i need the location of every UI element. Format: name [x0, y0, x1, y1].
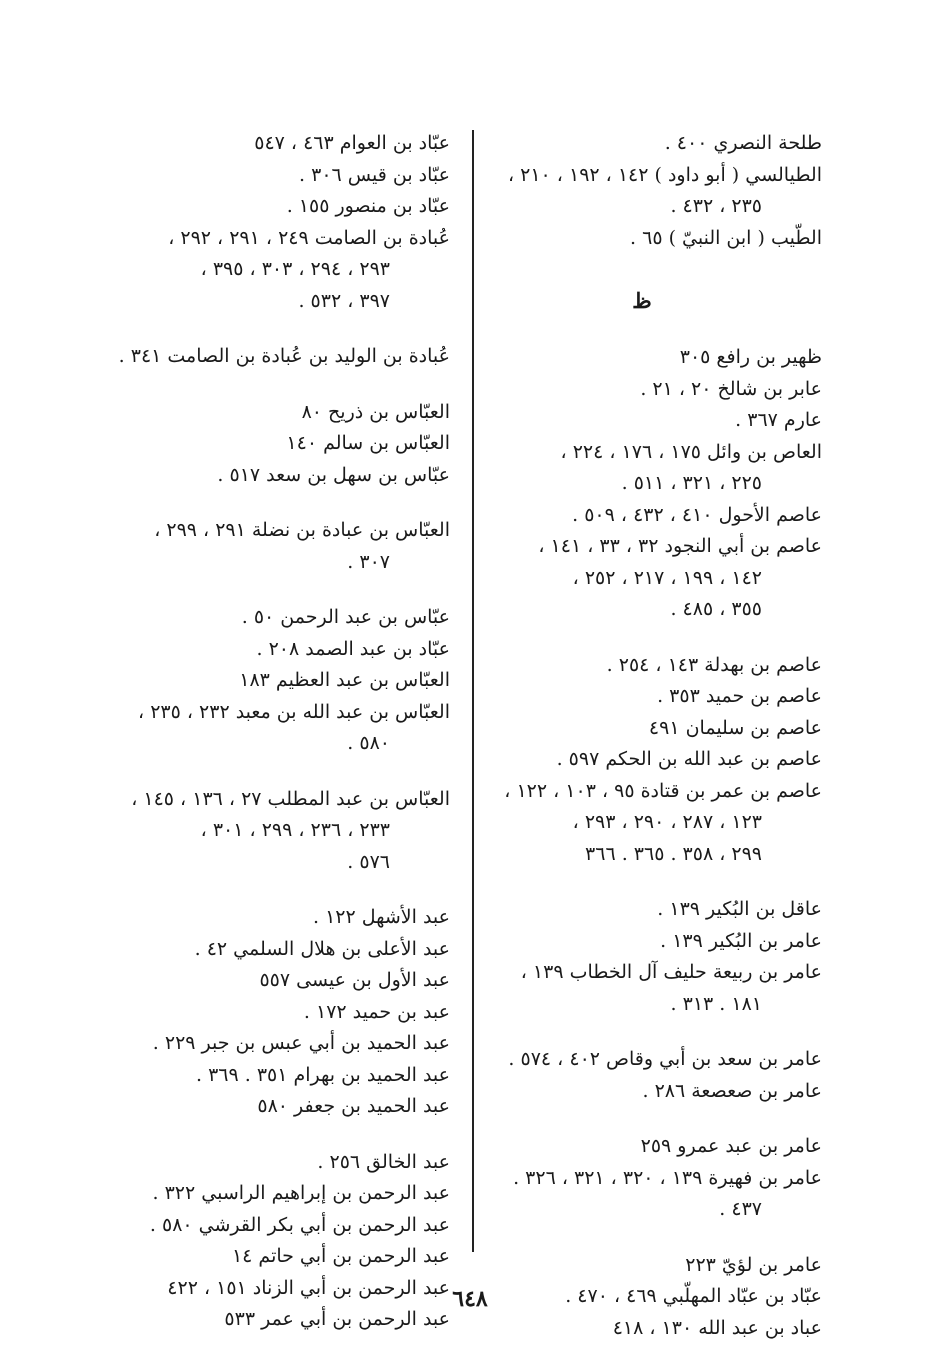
index-entry: عبد الحميد بن جعفر ٥٨٠ — [257, 1095, 450, 1117]
spacer — [474, 1107, 822, 1131]
index-entry: عبّاد بن العوام ٤٦٣ ، ٥٤٧ — [254, 132, 450, 154]
index-entry-continuation: ٢٣٥ ، ٤٣٢ . — [670, 195, 762, 217]
section-letter: ظ — [632, 288, 652, 313]
index-entry: عُبادة بن الوليد بن عُبادة بن الصامت ٣٤١ . — [118, 345, 450, 367]
spacer — [92, 491, 450, 515]
index-entry: العبّاس بن عبد الله بن معبد ٢٣٢ ، ٢٣٥ ، — [138, 700, 450, 723]
index-entry-continuation: ١٢٣ ، ٢٨٧ ، ٢٩٠ ، ٢٩٣ ، — [572, 811, 762, 833]
index-entry: عامر بن صعصعة ٢٨٦ . — [642, 1079, 822, 1102]
index-entry: عبد الرحمن بن أبي بكر القرشي ٥٨٠ . — [149, 1213, 450, 1236]
spacer — [92, 760, 450, 784]
spacer — [92, 317, 450, 341]
index-entry: عبّاس بن عبد الرحمن ٥٠ . — [241, 606, 450, 628]
index-entry: عبد الرحمن بن إبراهيم الراسبي ٣٢٢ . — [152, 1182, 450, 1204]
index-entry: عاصم بن عبد الله بن الحكم ٥٩٧ . — [556, 748, 822, 770]
index-entry-continuation: ٢٣٣ ، ٢٣٦ ، ٢٩٩ ، ٣٠١ ، — [200, 819, 390, 841]
spacer — [474, 870, 822, 894]
index-entry: عبد الأشهل ١٢٢ . — [312, 906, 450, 928]
index-entry: الطّيب ( ابن النبيّ ) ٦٥ . — [630, 226, 822, 249]
index-entry: العبّاس بن عبد العظيم ١٨٣ — [239, 669, 450, 691]
index-entry: عاصم بن عمر بن قتادة ٩٥ ، ١٠٣ ، ١٢٢ ، — [504, 779, 822, 802]
index-entry: عبد الأعلى بن هلال السلمي ٤٢ . — [194, 937, 450, 960]
index-entry: ظهير بن رافع ٣٠٥ — [679, 346, 822, 368]
index-entry-continuation: ٣٩٧ ، ٥٣٢ . — [298, 289, 390, 312]
index-entry-continuation: ٣٥٥ ، ٤٨٥ . — [670, 598, 762, 620]
spacer — [92, 1123, 450, 1147]
index-entry: عُبادة بن الصامت ٢٤٩ ، ٢٩١ ، ٢٩٢ ، — [168, 226, 450, 249]
index-entry: عبد الحميد بن أبي عبس بن جبر ٢٢٩ . — [152, 1032, 450, 1054]
index-entry: العبّاس بن عبد المطلب ٢٧ ، ١٣٦ ، ١٤٥ ، — [131, 787, 450, 810]
spacer — [474, 1020, 822, 1044]
index-entry: عارم ٣٦٧ . — [735, 409, 822, 431]
index-entry: عبد الحميد بن بهرام ٣٥١ . ٣٦٩ . — [195, 1063, 450, 1086]
index-entry: العبّاس بن سالم ١٤٠ — [286, 432, 450, 454]
index-entry: عبد الرحمن بن أبي الزناد ١٥١ ، ٤٢٢ — [167, 1276, 450, 1299]
index-entry: العبّاس بن ذريح ٨٠ — [301, 400, 450, 423]
spacer — [474, 254, 822, 284]
index-entry: عاقل بن البُكير ١٣٩ . — [657, 898, 822, 920]
spacer — [474, 1226, 822, 1250]
spacer — [474, 626, 822, 650]
index-entry-continuation: ٣٠٧ . — [347, 550, 390, 573]
index-entry: عاصم بن حميد ٣٥٣ . — [657, 685, 822, 707]
index-entry: عاصم بن سليمان ٤٩١ — [648, 716, 822, 739]
index-entry: عبد الخالق ٢٥٦ . — [317, 1150, 450, 1173]
page-number: ٦٤٨ — [452, 1286, 488, 1312]
index-entry-continuation: ١٨١ . ٣١٣ . — [670, 992, 762, 1015]
index-entry: العبّاس بن عبادة بن نضلة ٢٩١ ، ٢٩٩ ، — [154, 519, 450, 541]
index-entry: عبد بن حميد ١٧٢ . — [303, 1000, 450, 1023]
index-entry: عاصم بن أبي النجود ٣٢ ، ٣٣ ، ١٤١ ، — [538, 535, 822, 557]
index-entry: عباد بن عبد الله ١٣٠ ، ٤١٨ — [612, 1316, 822, 1339]
index-entry-continuation: ٢٢٥ ، ٣٢١ ، ٥١١ . — [621, 472, 762, 494]
index-entry: طلحة النصري ٤٠٠ . — [664, 132, 822, 154]
spacer — [474, 318, 822, 342]
index-entry-continuation: ٢٩٩ ، ٣٥٨ . ٣٦٥ . ٣٦٦ — [585, 842, 762, 865]
column-divider — [472, 130, 474, 1252]
index-entry: عامر بن عبد عمرو ٢٥٩ — [640, 1135, 822, 1157]
index-entry: عاصم بن بهدلة ١٤٣ ، ٢٥٤ . — [606, 653, 822, 676]
index-entry: عبّاد بن منصور ١٥٥ . — [286, 195, 450, 217]
spacer — [92, 878, 450, 902]
index-entry: عامر بن فهيرة ١٣٩ ، ٣٢٠ ، ٣٢١ ، ٣٢٦ . — [513, 1166, 822, 1189]
index-entry: عبّاد بن قيس ٣٠٦ . — [299, 163, 450, 186]
index-entry: عبد الرحمن بن أبي عمر ٥٣٣ — [224, 1308, 450, 1330]
spacer — [92, 578, 450, 602]
index-entry: عابر بن شالخ ٢٠ ، ٢١ . — [640, 377, 822, 400]
index-entry: عبّاس بن سهل بن سعد ٥١٧ . — [217, 463, 450, 486]
index-entry-continuation: ١٤٢ ، ١٩٩ ، ٢١٧ ، ٢٥٢ ، — [572, 566, 762, 589]
index-column-left — [92, 128, 450, 1336]
index-column-right — [474, 128, 822, 1344]
index-entry: عاصم الأحول ٤١٠ ، ٤٣٢ ، ٥٠٩ . — [572, 503, 822, 526]
index-entry: عبد الرحمن بن أبي حاتم ١٤ — [231, 1245, 450, 1267]
index-entry-continuation: ٢٩٣ ، ٢٩٤ ، ٣٠٣ ، ٣٩٥ ، — [200, 258, 390, 280]
index-entry-continuation: ٥٨٠ . — [347, 732, 390, 754]
index-entry: الطيالسي ( أبو داود ) ١٤٢ ، ١٩٢ ، ٢١٠ ، — [507, 163, 822, 186]
index-entry-continuation: ٤٣٧ . — [719, 1198, 762, 1220]
index-entry: عامر بن سعد بن أبي وقاص ٤٠٢ ، ٥٧٤ . — [508, 1048, 822, 1070]
index-entry: عامر بن البُكير ١٣٩ . — [660, 929, 822, 952]
index-entry: عبّاد بن عبّاد المهلّبي ٤٦٩ ، ٤٧٠ . — [565, 1285, 822, 1307]
spacer — [92, 373, 450, 397]
index-entry: العاص بن وائل ١٧٥ ، ١٧٦ ، ٢٢٤ ، — [560, 440, 822, 463]
index-entry: عامر بن ربيعة حليف آل الخطاب ١٣٩ ، — [520, 961, 822, 983]
index-entry: عبّاد بن عبد الصمد ٢٠٨ . — [256, 637, 450, 660]
index-entry: عامر بن لؤيّ ٢٢٣ — [685, 1253, 822, 1276]
index-entry: عبد الأول بن عيسى ٥٥٧ — [259, 969, 450, 991]
index-entry-continuation: ٥٧٦ . — [347, 850, 390, 873]
